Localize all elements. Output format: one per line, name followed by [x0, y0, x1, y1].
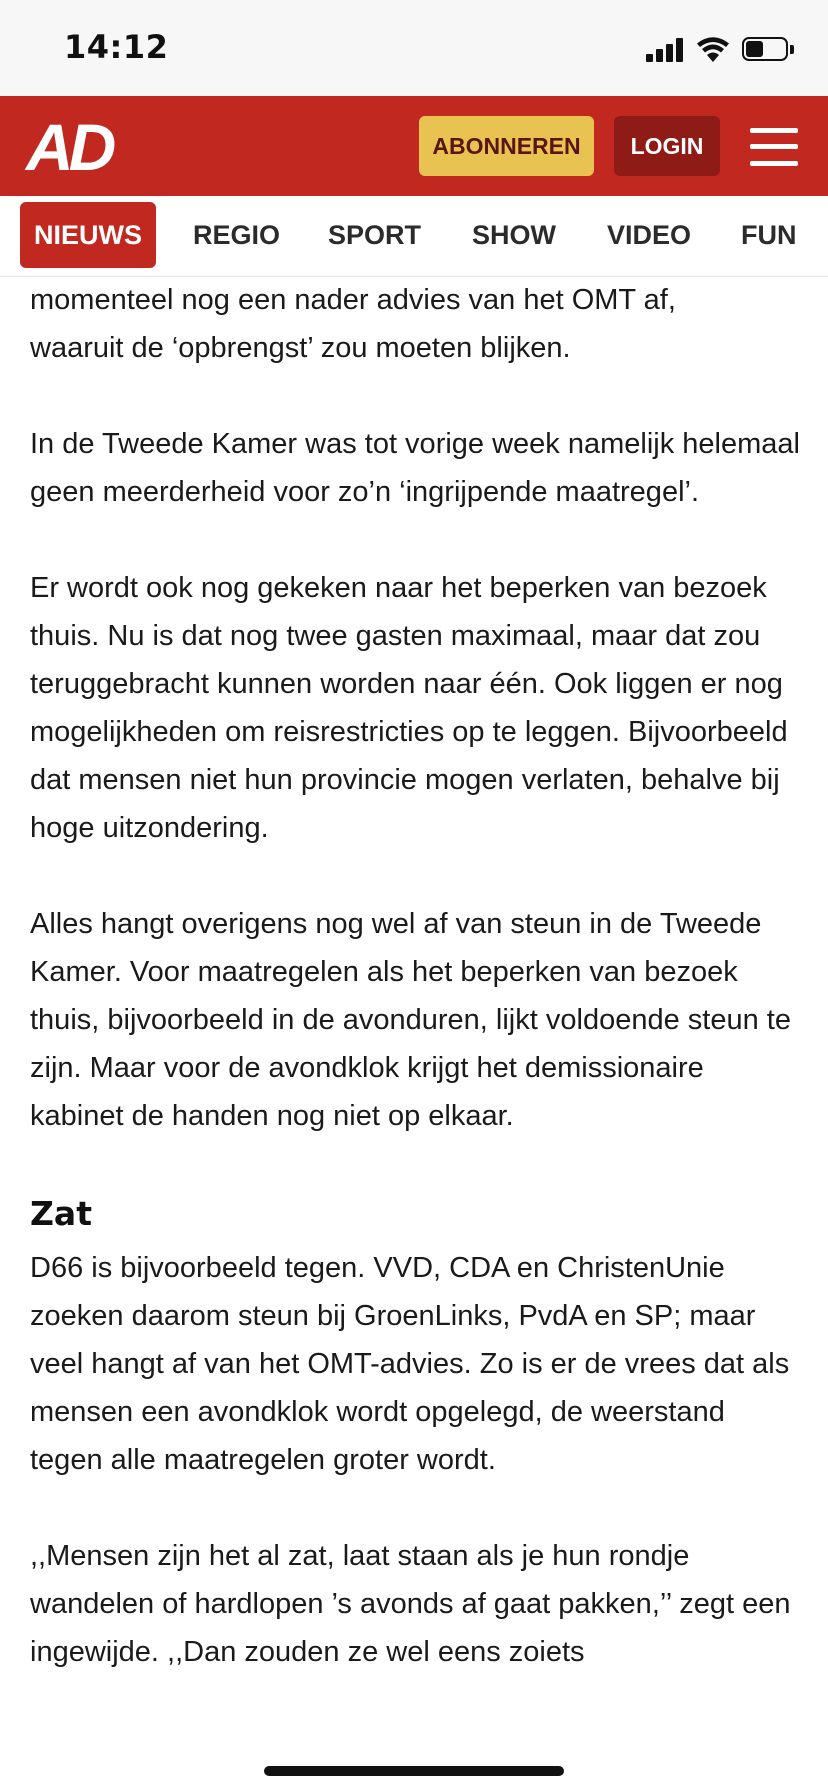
- ad-logo[interactable]: AD: [26, 110, 112, 184]
- subscribe-button[interactable]: ABONNEREN: [419, 116, 594, 176]
- nav-item-sport[interactable]: SPORT: [328, 219, 422, 250]
- article-paragraph: D66 is bijvoorbeeld tegen. VVD, CDA en ChristenUnie zoeken daarom steun bij GroenLinks, PvdA en SP; maar veel hangt af van het OMT-advies. Zo is er de vrees dat als mensen een avondklok wordt opgelegd, de weerstand tegen alle maatregelen groter wordt.: [30, 1252, 790, 1476]
- login-button[interactable]: LOGIN: [614, 116, 720, 176]
- wifi-icon: [696, 37, 730, 63]
- article-paragraph: [30, 276, 804, 372]
- signal-icon: [646, 38, 684, 62]
- home-indicator: [264, 1766, 564, 1776]
- article-paragraph: Er wordt ook nog gekeken naar het beperken van bezoek thuis. Nu is dat nog twee gasten maximaal, maar dat zou teruggebracht kunnen worden naar één. Ook liggen er nog mogelijkheden om reisrestricties op te leggen. Bijvoorbeeld dat mensen niet hun provincie mogen verlaten, behalve bij hoge uitzondering.: [30, 572, 788, 844]
- article-paragraph: ,,Mensen zijn het al zat, laat staan als je hun rondje wandelen of hardlopen ’s avonds af gaat pakken,’’ zegt een ingewijde. ,,Dan zouden ze wel eens zoiets: [30, 1540, 791, 1668]
- article-text: waaruit de ‘opbrengst’ zou moeten blijken.: [30, 332, 571, 364]
- nav-item-fun[interactable]: FUN: [741, 219, 797, 250]
- article-text: momenteel nog een nader advies van het OMT af,: [30, 284, 676, 316]
- section-nav: [0, 196, 828, 277]
- nav-item-show[interactable]: SHOW: [472, 219, 556, 250]
- hamburger-menu-icon[interactable]: [750, 126, 798, 168]
- nav-item-video[interactable]: VIDEO: [607, 219, 692, 250]
- nav-item-regio[interactable]: REGIO: [193, 219, 281, 250]
- nav-item-nieuws[interactable]: NIEUWS: [20, 202, 156, 268]
- battery-icon: [742, 37, 796, 63]
- article-paragraph: Alles hangt overigens nog wel af van steun in de Tweede Kamer. Voor maatregelen als het beperken van bezoek thuis, bijvoorbeeld in de avonduren, lijkt voldoende steun te zijn. Maar voor de avondklok krijgt het demissionaire kabinet de handen nog niet op elkaar.: [30, 908, 791, 1132]
- site-header: [0, 96, 828, 196]
- status-time: 14:12: [64, 28, 169, 66]
- status-icons: [646, 36, 796, 64]
- status-bar: [0, 0, 828, 96]
- article-body: [30, 276, 804, 1676]
- article-paragraph: In de Tweede Kamer was tot vorige week namelijk helemaal geen meerderheid voor zo’n ‘ingrijpende maatregel’.: [30, 428, 800, 508]
- article-subheading: Zat: [30, 1194, 92, 1233]
